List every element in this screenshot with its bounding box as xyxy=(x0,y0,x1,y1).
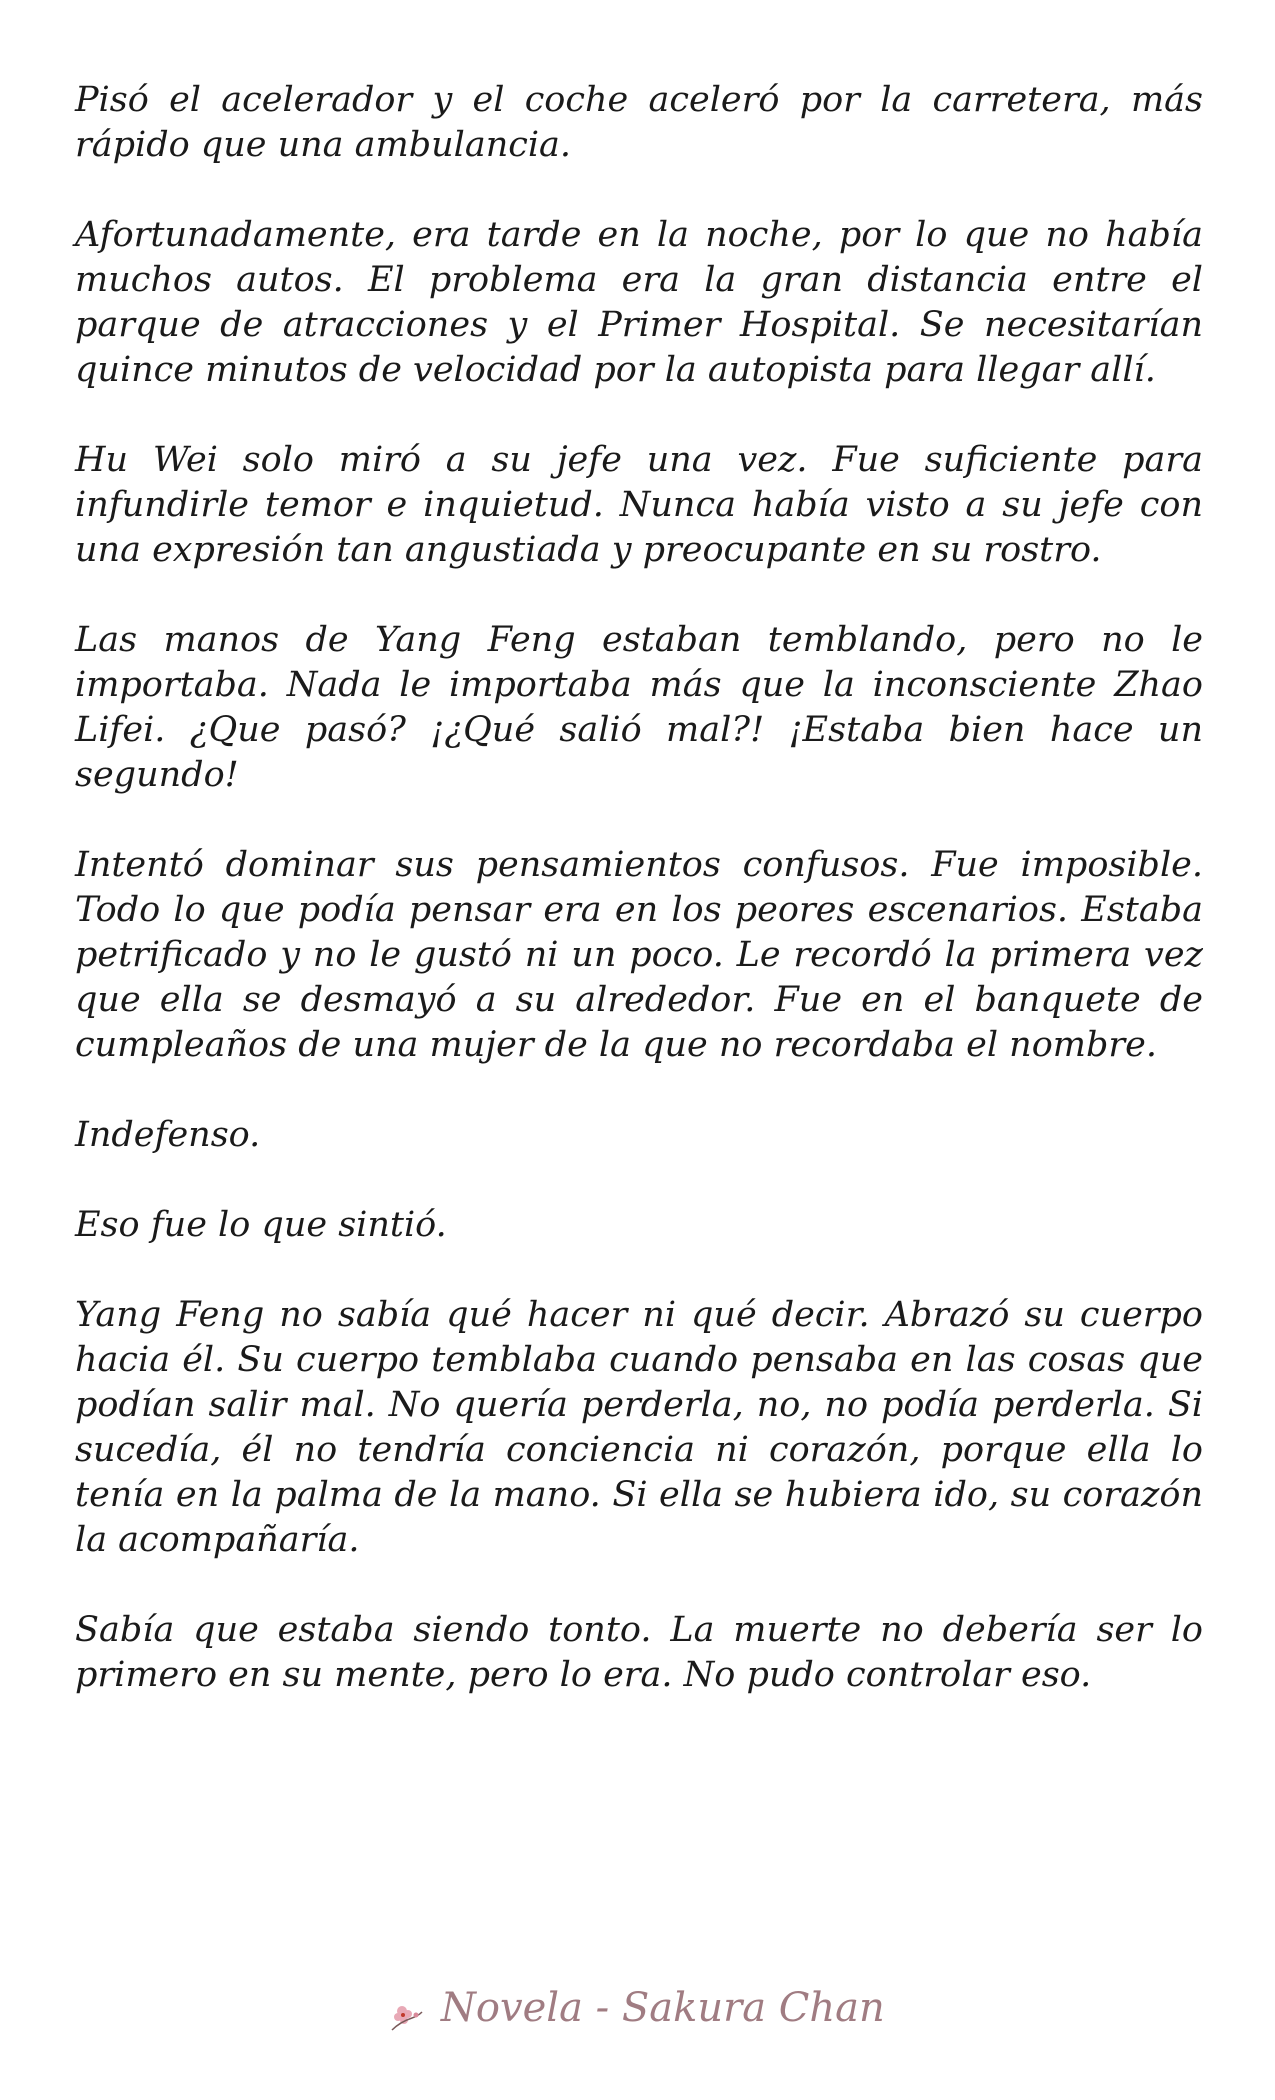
paragraph-3: Hu Wei solo miró a su jefe una vez. Fue suficiente para infundirle temor e inquietud. Nunca había visto a su jefe con una expresión tan angustiada y preocupante en su rostro. xyxy=(75,440,1203,570)
paragraph-5: Intentó dominar sus pensamientos confusos. Fue imposible. Todo lo que podía pensar era en los peores escenarios. Estaba petrificado y no le gustó ni un poco. Le recordó la primera vez que ella se desmayó a su alrededor. Fue en el banquete de cumpleaños de una mujer de la que no recordaba el nombre. xyxy=(75,845,1203,1065)
paragraph-6: Indefenso. xyxy=(75,1115,261,1155)
watermark xyxy=(0,1985,1275,2031)
story-text xyxy=(75,78,1203,1698)
paragraph-7: Eso fue lo que sintió. xyxy=(75,1205,447,1245)
paragraph-2: Afortunadamente, era tarde en la noche, por lo que no había muchos autos. El problema era la gran distancia entre el parque de atracciones y el Primer Hospital. Se necesitarían quince minutos de velocidad por la autopista para llegar allí. xyxy=(75,215,1203,390)
paragraph-8: Yang Feng no sabía qué hacer ni qué decir. Abrazó su cuerpo hacia él. Su cuerpo temblaba cuando pensaba en las cosas que podían salir mal. No quería perderla, no, no podía perderla. Si sucedía, él no tendría conciencia ni corazón, porque ella lo tenía en la palma de la mano. Si ella se hubiera ido, su corazón la acompañaría. xyxy=(75,1295,1203,1560)
paragraph-9: Sabía que estaba siendo tonto. La muerte no debería ser lo primero en su mente, pero lo era. No pudo controlar eso. xyxy=(75,1610,1203,1695)
paragraph-1: Pisó el acelerador y el coche aceleró por la carretera, más rápido que una ambulancia. xyxy=(75,80,1203,165)
sakura-flower-icon xyxy=(390,1996,424,2026)
watermark-text: Novela - Sakura Chan xyxy=(440,1985,885,2031)
paragraph-4: Las manos de Yang Feng estaban temblando, pero no le importaba. Nada le importaba más que la inconsciente Zhao Lifei. ¿Que pasó? ¡¿Qué salió mal?! ¡Estaba bien hace un segundo! xyxy=(75,620,1203,795)
